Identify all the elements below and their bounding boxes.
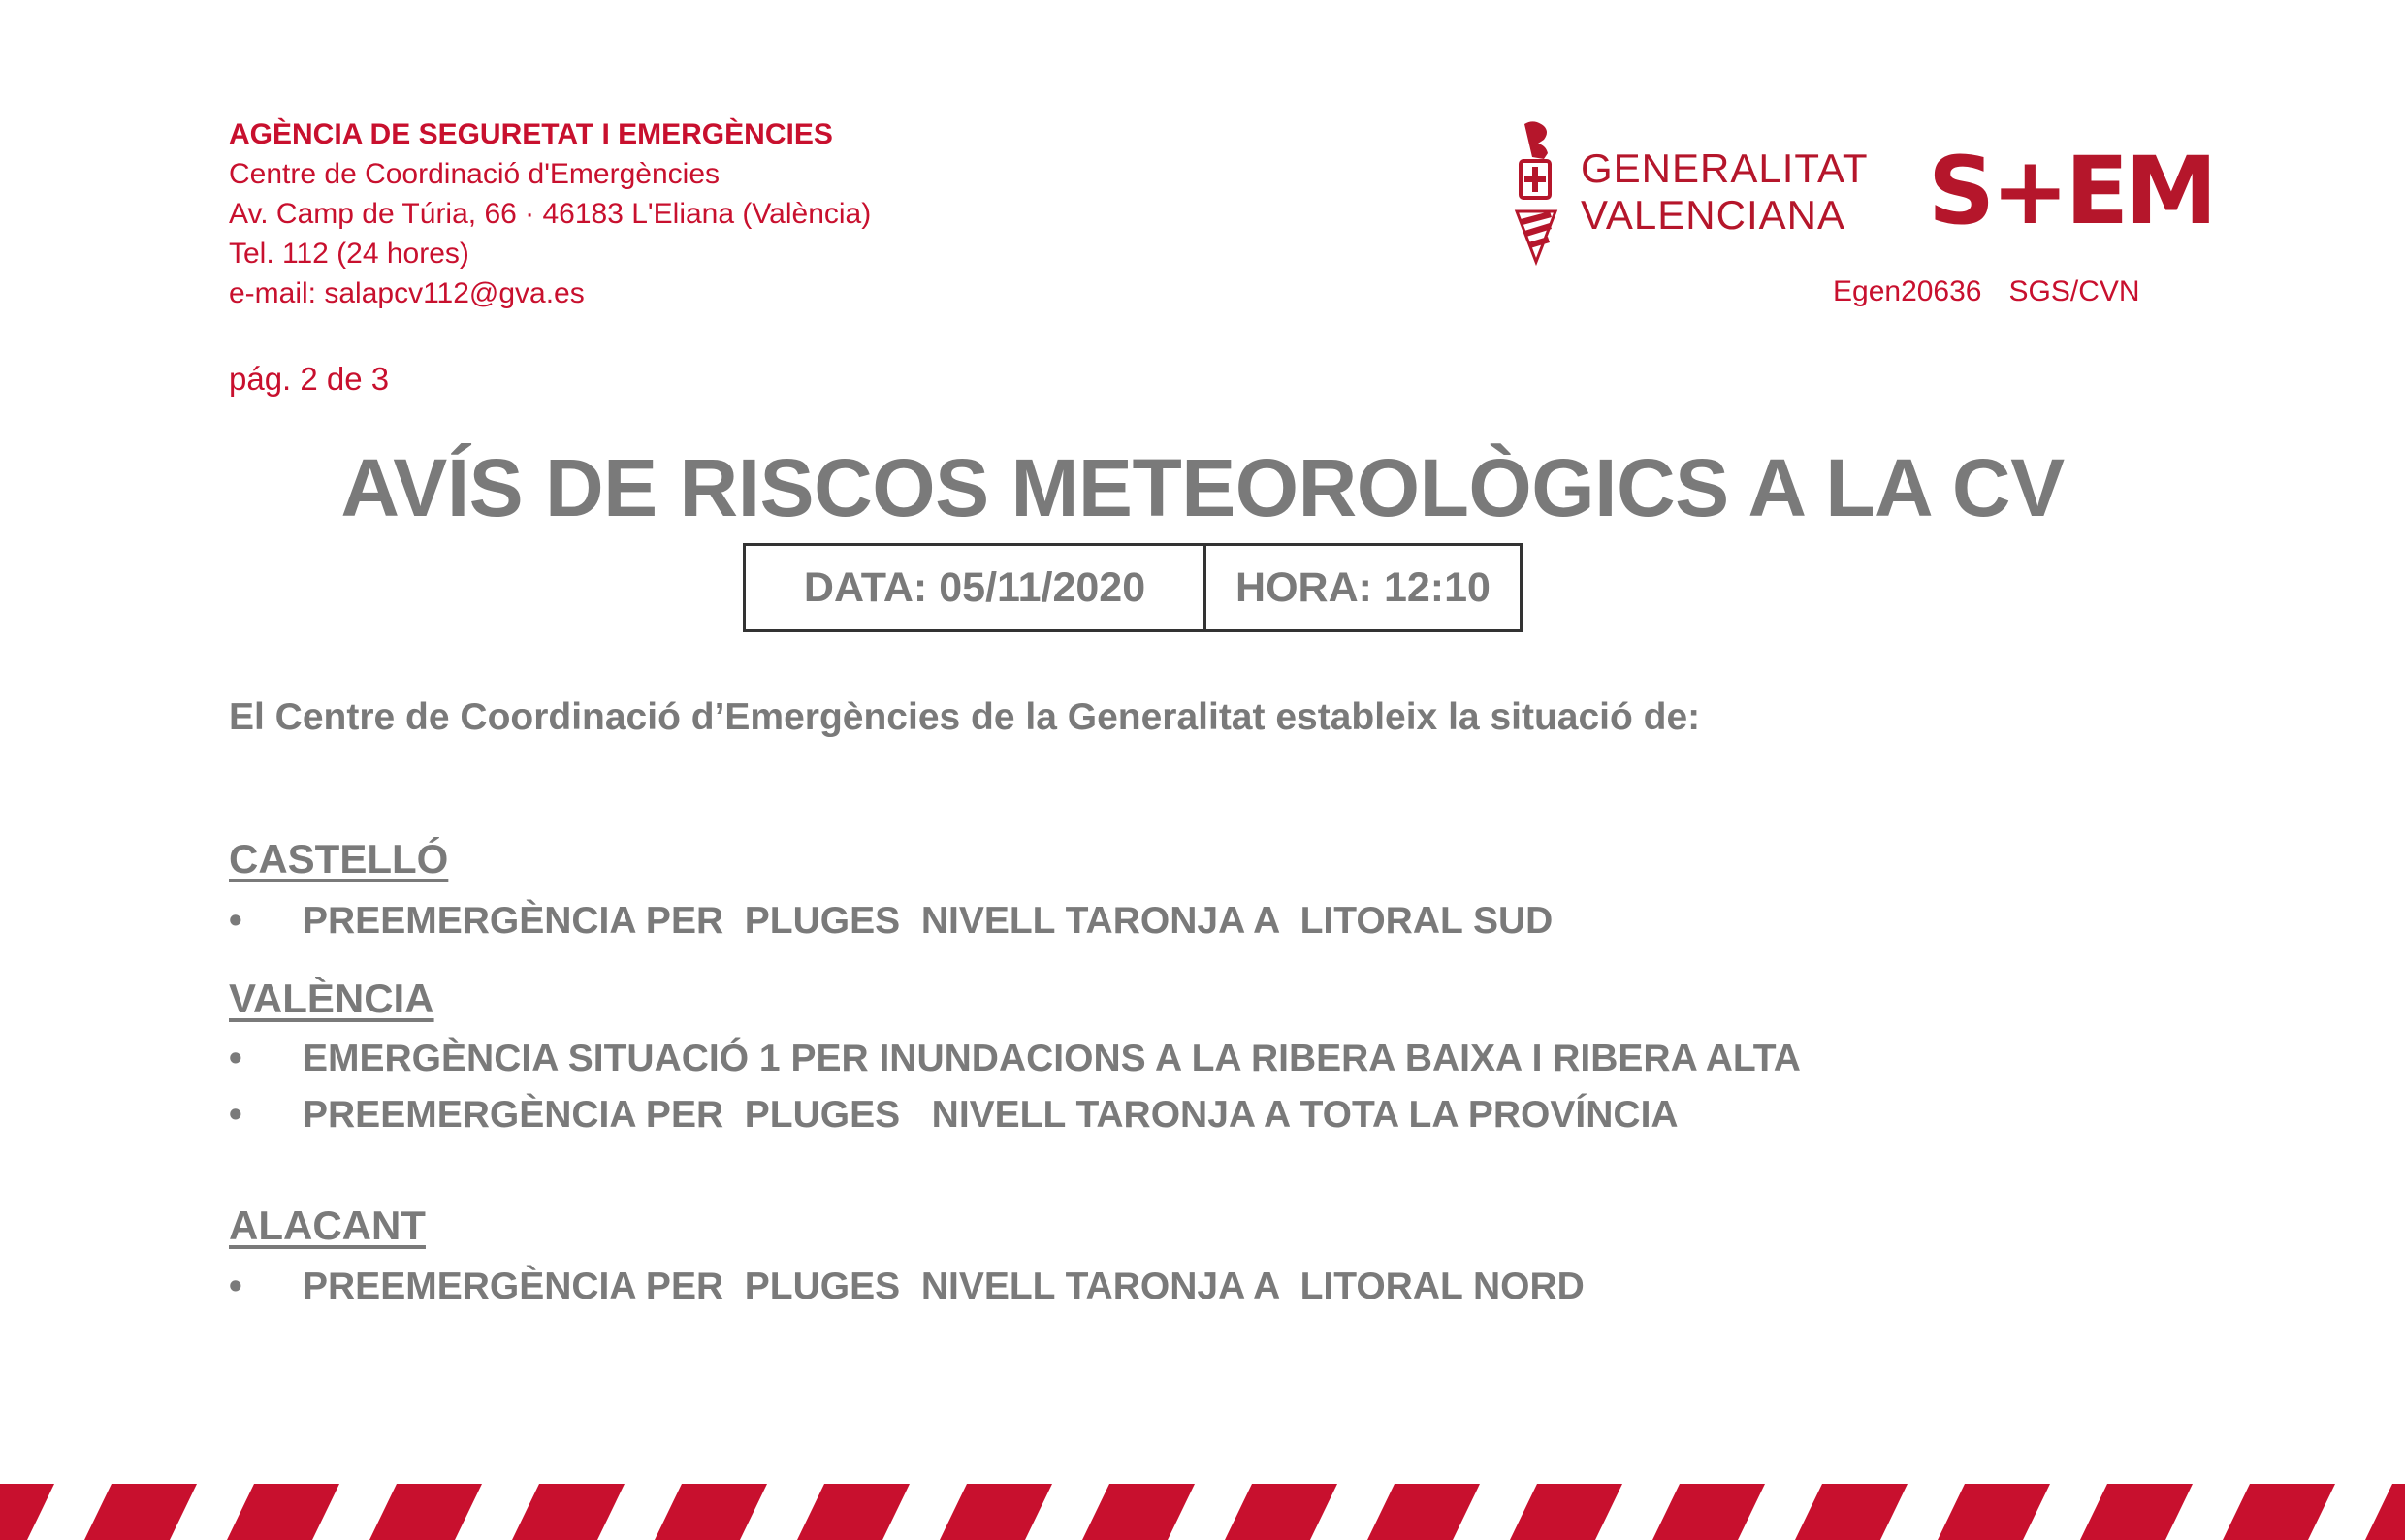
agency-email: e-mail: salapcv112@gva.es: [229, 277, 585, 309]
gva-logo-line2: VALENCIANA: [1581, 192, 1845, 238]
reference-code-egen: Egen20636: [1833, 275, 1982, 307]
hazard-stripe: [1510, 1484, 1622, 1540]
sem-logo: [1928, 137, 2214, 245]
agency-address: Av. Camp de Túria, 66 · 46183 L'Eliana (València): [229, 198, 872, 230]
agency-name: AGÈNCIA DE SEGURETAT I EMERGÈNCIES: [229, 118, 833, 150]
coat-of-arms-icon: [1517, 121, 1555, 262]
hazard-stripe: [2365, 1484, 2405, 1540]
notice-title: AVÍS DE RISCOS METEOROLÒGICS A LA CV: [340, 442, 2065, 533]
reference-codes: [1833, 275, 2140, 308]
hazard-stripe: [1652, 1484, 1765, 1540]
agency-info: [229, 114, 871, 313]
hazard-stripe: [1938, 1484, 2050, 1540]
reference-code-sgs: SGS/CVN: [2008, 275, 2140, 307]
generalitat-valenciana-logo: [1511, 118, 1869, 264]
region-castello: CASTELLÓ: [229, 836, 449, 882]
date-label: DATA:: [803, 563, 928, 611]
warning-text: PREEMERGÈNCIA PER PLUGES NIVELL TARONJA A LITORAL SUD: [303, 900, 1554, 942]
hazard-stripe: [1225, 1484, 1337, 1540]
region-alacant: ALACANT: [229, 1203, 426, 1248]
hazard-stripe: [2223, 1484, 2335, 1540]
agency-centre: Centre de Coordinació d'Emergències: [229, 158, 721, 190]
hazard-stripe: [84, 1484, 197, 1540]
list-item: [229, 1038, 1801, 1080]
list-item: [229, 900, 1553, 943]
gva-logo-line1: GENERALITAT: [1581, 145, 1869, 191]
bullet-icon: •: [229, 1266, 242, 1307]
hazard-stripe: [1795, 1484, 1908, 1540]
bullet-icon: •: [229, 1038, 242, 1079]
hazard-stripe: [369, 1484, 482, 1540]
list-item: [229, 1094, 1679, 1137]
page-number: pág. 2 de 3: [229, 361, 390, 397]
bullet-icon: •: [229, 1094, 242, 1136]
date-value: 05/11/2020: [939, 563, 1146, 611]
intro-text: El Centre de Coordinació d’Emergències de la Generalitat estableix la situació de:: [229, 696, 1701, 738]
hazard-stripe: [512, 1484, 625, 1540]
hazard-stripe: [1367, 1484, 1480, 1540]
agency-phone: Tel. 112 (24 hores): [229, 238, 469, 270]
hazard-stripe: [1082, 1484, 1195, 1540]
date-time-box: [743, 543, 1523, 632]
bullet-icon: •: [229, 900, 242, 942]
hazard-stripe: [2080, 1484, 2193, 1540]
warning-text: PREEMERGÈNCIA PER PLUGES NIVELL TARONJA A TOTA LA PROVÍNCIA: [303, 1094, 1679, 1136]
hazard-stripe: [655, 1484, 767, 1540]
time-cell: [1206, 546, 1520, 629]
hazard-stripe: [797, 1484, 910, 1540]
time-value: 12:10: [1383, 563, 1491, 611]
hazard-stripe: [940, 1484, 1052, 1540]
time-label: HORA:: [1235, 563, 1372, 611]
hazard-stripe: [0, 1484, 54, 1540]
hazard-stripes: [0, 1484, 2405, 1540]
warning-text: EMERGÈNCIA SITUACIÓ 1 PER INUNDACIONS A LA RIBERA BAIXA I RIBERA ALTA: [303, 1038, 1801, 1079]
list-item: [229, 1266, 1585, 1308]
hazard-stripe: [227, 1484, 339, 1540]
region-valencia: VALÈNCIA: [229, 976, 434, 1021]
sem-logo-text: S+EM: [1928, 137, 2214, 245]
warning-text: PREEMERGÈNCIA PER PLUGES NIVELL TARONJA A LITORAL NORD: [303, 1266, 1585, 1307]
date-cell: [746, 546, 1206, 629]
